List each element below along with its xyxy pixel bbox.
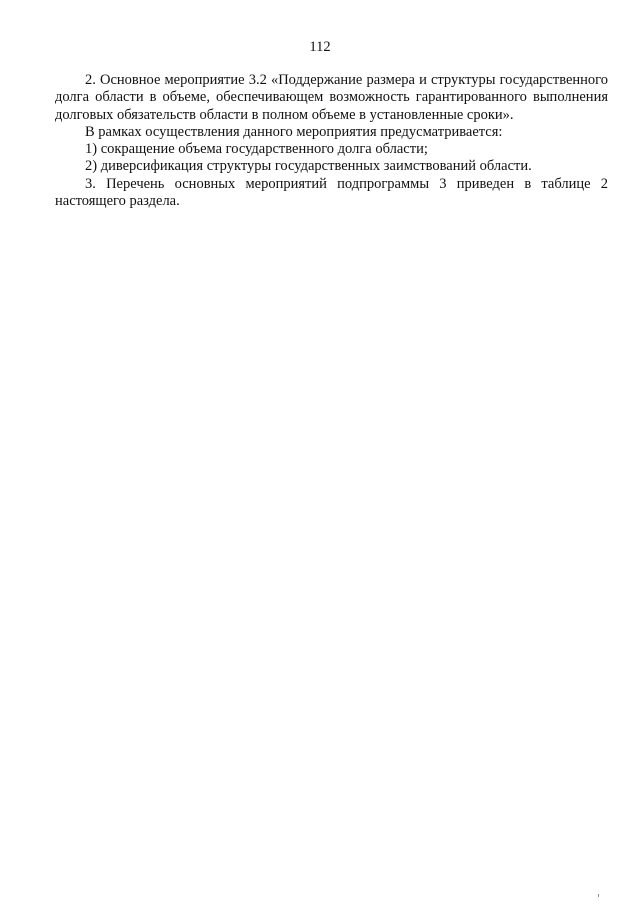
list-item-2: 2) диверсификация структуры государственных заимствований области. (85, 158, 532, 175)
paragraph-measure-list-reference: 3. Перечень основных мероприятий подпрограммы 3 приведен в таблице 2 настоящего раздела. (55, 175, 608, 210)
paragraph-intro: В рамках осуществления данного мероприятия предусматривается: (85, 123, 503, 140)
paragraph-measure-3-2: 2. Основное мероприятие 3.2 «Поддержание размера и структуры государственного долга области в объеме, обеспечивающем возможность гарантированного выполнения долговых обязательств области в полном объеме в установленные сроки». (55, 72, 608, 123)
document-body (55, 72, 608, 210)
list-item-1: 1) сокращение объема государственного долга области; (85, 141, 428, 158)
scan-edge-mark (598, 894, 599, 897)
page-number: 112 (309, 39, 331, 55)
